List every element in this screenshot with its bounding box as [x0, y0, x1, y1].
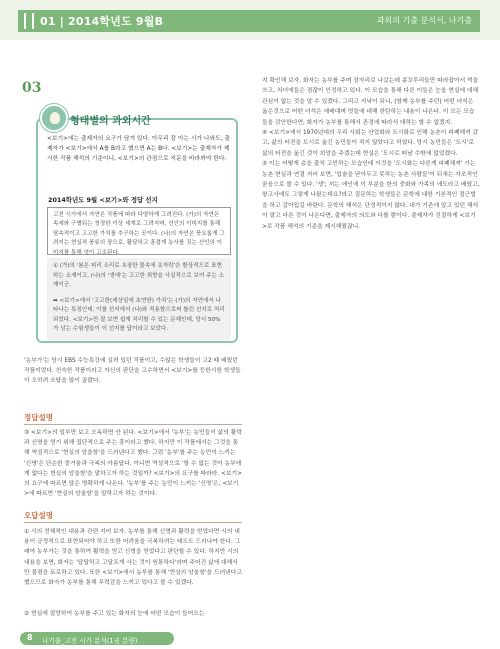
- wrong-explanation-1: ① 시의 전체적인 내용과 관련 지어 보자. 농부를 통해 신명과 활력을 얻었다면 시의 내용이 긍정적으로 표현되어야 하고 또한 어려움을 극복하려는 태도도 드러나야 한다. 그래야 농부가는 것을 통하여 활력을 얻고 신명을 얻었다고 판단할 수 있다. 하지만 시의 내용을 보면, 화자는 '답답하고 고달프게 사는 것이 원통하다'라며 주어진 삶에 대해서만 불평을 토로하고 있다. 또한 <보기>에서 농부를 통해 '현실의 암울함'을 드러낸다고 했으므로 화자가 농부를 통해 무력감을 느끼고 있다고 볼 수 있겠다.: [24, 529, 242, 587]
- correct-explanation: ③ <보기>의 일부만 보고 오독하면 안 된다. <보기>에서 '농부'는 농민들이 삶의 활력과 신명을 얻기 위해 집단적으로 주는 흥이라고 했다. 하지만 이 작품에서는 그것을 통해 역설적으로 '현실의 암울함'을 드러낸다고 했다. 그럼 '농부'를 주는 농민이 느끼는 '신명'은 단순한 즐거움과 극복의 아름답다. 아니면 역설적으로 '할 수 없는 것이 농부에게 없다는 현실의 암울함'을 말하고자 하는 것일까? <보기>의 요구를 따라라. <보기>의 요구에 따르면 답은 명확하게 나온다. '농부'를 주는 농민이 느끼는 '신명'은, <보기>에 따르면 '현실의 암울함'을 말하고자 하는 것이다.: [24, 430, 242, 498]
- analysis-box: [36, 118, 238, 343]
- box-intro: <보기>에는 출제자의 요구가 담겨 있다. 아무리 잘 아는 시가 나와도, 출제자가 <보기>에서 A를 B라고 했으면 A는 B다. <보기>는 출제자가 제시한 작품 해석의 기준이니, <보기>의 관점으로 지문을 바라봐야 한다.: [47, 136, 231, 162]
- header-marks: [24, 13, 34, 29]
- header-title: 01 | 2014학년도 9월B: [40, 15, 164, 28]
- correct-divider: [24, 424, 242, 425]
- answer-panel: [47, 258, 231, 340]
- boki-passage: 고전 시가에서 자연은 작품에 따라 다양하게 그려진다. (가)의 자연은 속세와 구별되는 청정한 이상 세계로 그려지며, 선인의 이미지를 통해 탈속적이고 고고한 가치를 추구하는 곳이다. (나)의 자연은 풍요롭게 그려지는 현실적 풍류의 장으로, 활달하고 흥겹게 농사를 짓는 선인의 이미지를 통해 엿이 고조된다.: [47, 207, 231, 255]
- wrong-section-title: 오답설명: [24, 511, 53, 520]
- correct-section-title: 정답설명: [24, 413, 53, 422]
- page-header: [0, 0, 500, 40]
- badge-label: 형태별의 과외시간: [70, 116, 151, 127]
- answer-explanation: ➡ <보기>에서 '고고한(세상일에 초연한) 가치'는 (가)의 자연에서 나타나는 특징인데, 이를 선지에서 (나)와 적용함으로써 틀린 선지로 처리되었다. <보기>만 잘 보면 쉽게 처리할 수 있는 문제인데, 당시 50%가 넘는 수험생들이 이 선지를 답이라고 보았다.: [53, 297, 225, 332]
- teacher-avatar-icon: [40, 104, 68, 132]
- right-paragraph-2: ④ <보기>에서 1970년대의 우리 사회는 산업화와 도시화로 인해 농촌이 피폐해져 갔고, 삶의 터전을 도시로 옮긴 농민들이 적지 않았다고 하였다. 당시 농민들은 '도시'로 삶의 터전을 옮긴 것이 희망을 주겠는데 현실은 '도시로 떠날 수밖에 없었겠다.: [262, 130, 479, 157]
- footer-title: 나기출_고전 시가 분석(1권 분량): [42, 637, 138, 645]
- box-subhead: 2014학년도 9월 <보기>와 정답 선지: [48, 196, 158, 204]
- right-column: [262, 76, 480, 232]
- section-badge: [40, 104, 160, 132]
- answer-choice: ① (가)의 '봄은 피리 소리로 초장한 물속에 옷자락'은 환상적으로 표현하는 소재이고, (나)의 '생애'는 고고한 취향을 사실적으로 보여 주는 소재이군.: [53, 263, 225, 288]
- right-paragraph-3: ⑤ 이는 어떻게 층을 출처 고민하는 모습인데 이것을 '도시화는 다른게 피폐해져' 가는 농촌 현실과 연결 지어 보면, '입술을 닫아두고 못하는 농촌 사람들'이 되새는 자조적인 꿈음으로 볼 수 있다. '생'; 저는 애인에 이 부분을 한의 중화와 가족의 애도라고 배웠고, 왕고사에도 그렇게 나왔는데요?라고 질문하는 학생들은 문학에 대한 기본적인 접근법을 하고 갈아입길 바란다. 문학의 해석은 단정적이지 않다. 내가 기존에 알고 있던 해석이 말고 다른 것이 나온다면, 출제자의 의도와 다를 뿐이다. 출제자가 진절하게 <보기>로 작품 해석의 기준을 제시해줬잖니.: [262, 161, 480, 230]
- wrong-explanation-2: ② 현실에 절망하여 농부를 주고 있는 화자의 눈에 어떤 모습이 들어오는: [24, 611, 205, 617]
- question-number: 03: [22, 80, 42, 96]
- header-section: 과외의 기출 분석서, 나기출: [376, 16, 472, 25]
- wrong-divider: [24, 522, 242, 523]
- intro-paragraph: '농부가'는 당시 EBS 수능특강에 실려 있던 작품이고, 수많은 학생들이 고2 때 배웠던 작품이었다. 친숙한 작품이라고 자신의 판단을 고수하면서 <보기>를 등한시한 학생들이 오히려 오답을 많이 골랐다.: [24, 358, 241, 384]
- page-number: 8: [27, 633, 33, 642]
- right-paragraph-1: 지 확인해 보자. 화자는 농부를 주며 잠자리로 나갔는데 콩꼬투리들만 따라잡아서 먹을 쓰고, 처녀에들은 점잖이 인정하고 있다. 이 모습을 통해 다른 이들은 눈을 현실에 대해 관심이 없는 것을 알 수 있겠다. 그리고 저녁이 되니, (함께 농부를 주던) 어떤 녀석은 옮은것으로 어떤 녀석은 예배대며 멋들에 대해 한탄하는 내용이 나온다. 이 모든 모습들을 감안한다면, 화자가 농부를 통해서 존경에 따라서 대하는 할 수 없겠지.: [262, 78, 479, 126]
